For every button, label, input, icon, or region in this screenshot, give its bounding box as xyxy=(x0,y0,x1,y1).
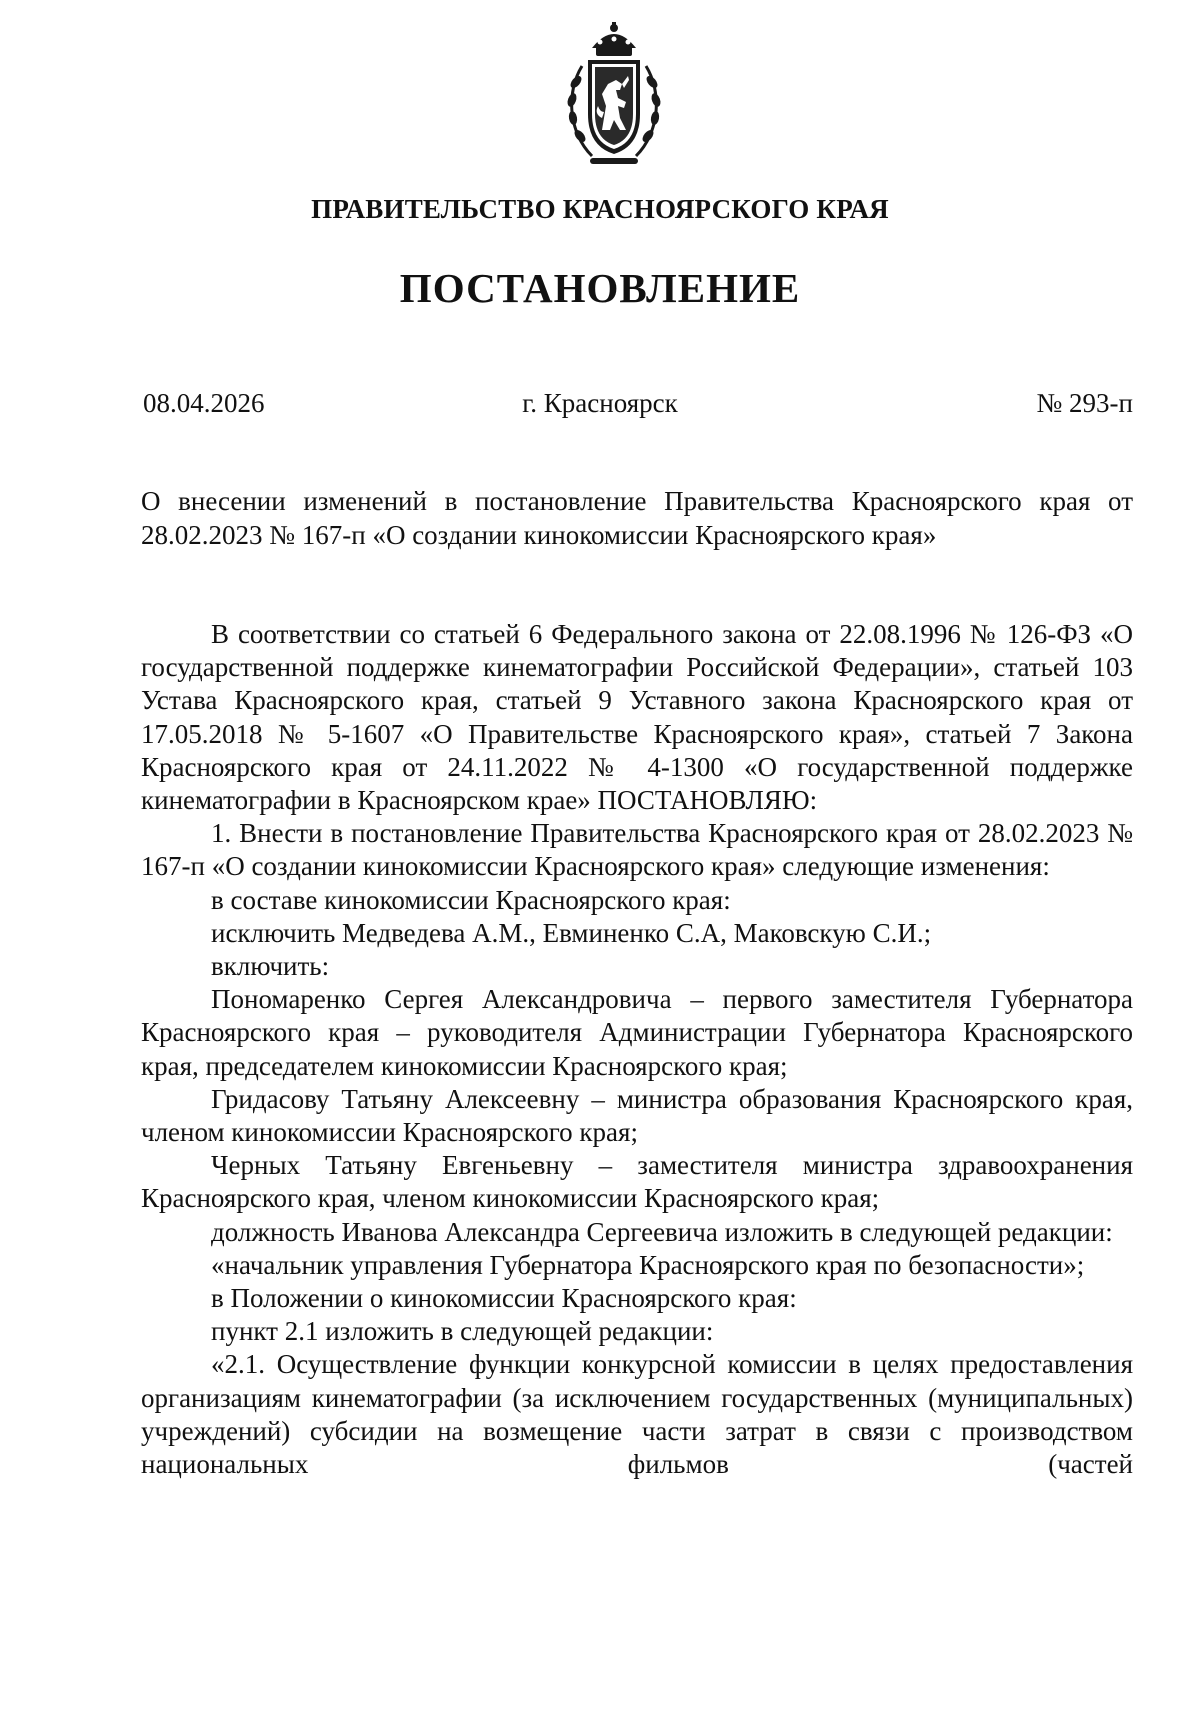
document-number: № 293-п xyxy=(1036,388,1133,418)
paragraph: в Положении о кинокомиссии Красноярского края: xyxy=(211,1283,797,1314)
paragraph: Пономаренко Сергея Александровича – первого заместителя Губернатора Красноярского края – руководителя Администрации Губернатора Красноярского края, председателем кинокомиссии Красноярского края; xyxy=(141,984,1133,1081)
document-date: 08.04.2026 xyxy=(143,388,265,418)
paragraph: «2.1. Осуществление функции конкурсной комиссии в целях предоставления организациям кинематографии (за исключением государственных (муниципальных) учреждений) субсидии на возмещение части затрат в связи с производством национальных фильмов (частей xyxy=(141,1349,1133,1480)
paragraph-preamble: В соответствии со статьей 6 Федерального закона от 22.08.1996 № 126-ФЗ «О государственной поддержке кинематографии Российской Федерации», статьей 103 Устава Красноярского края, статьей 9 Уставного закона Красноярского края от 17.05.2018 № 5-1607 «О Правительстве Красноярского края», статьей 7 Закона Красноярского края от 24.11.2022 № 4-1300 «О государственной поддержке кинематографии в Красноярском крае» ПОСТАНОВЛЯЮ: xyxy=(141,619,1133,816)
document-city: г. Красноярск xyxy=(522,388,678,418)
paragraph-item-1: 1. Внести в постановление Правительства Красноярского края от 28.02.2023 № 167-п «О создании кинокомиссии Красноярского края» следующие изменения: xyxy=(141,818,1133,882)
paragraph: Гридасову Татьяну Алексеевну – министра образования Красноярского края, членом кинокомиссии Красноярского края; xyxy=(141,1083,1133,1148)
organization-name: ПРАВИТЕЛЬСТВО КРАСНОЯРСКОГО КРАЯ xyxy=(311,194,889,224)
coat-of-arms-icon xyxy=(562,22,666,172)
document-title: О внесении изменений в постановление Правительства Красноярского края от 28.02.2023 № 167-п «О создании кинокомиссии Красноярского края» xyxy=(141,486,1133,550)
paragraph: «начальник управления Губернатора Красноярского края по безопасности»; xyxy=(211,1249,1085,1280)
paragraph: должность Иванова Александра Сергеевича изложить в следующей редакции: xyxy=(211,1216,1113,1247)
paragraph: включить: xyxy=(211,951,330,982)
paragraph: пункт 2.1 изложить в следующей редакции: xyxy=(211,1316,714,1347)
document-type: ПОСТАНОВЛЕНИЕ xyxy=(399,265,801,311)
paragraph: исключить Медведева А.М., Евминенко С.А, Маковскую С.И.; xyxy=(211,917,932,948)
paragraph: Черных Татьяну Евгеньевну – заместителя министра здравоохранения Красноярского края, членом кинокомиссии Красноярского края; xyxy=(141,1150,1133,1214)
document-body xyxy=(141,618,1133,1481)
paragraph: в составе кинокомиссии Красноярского края: xyxy=(211,884,731,915)
